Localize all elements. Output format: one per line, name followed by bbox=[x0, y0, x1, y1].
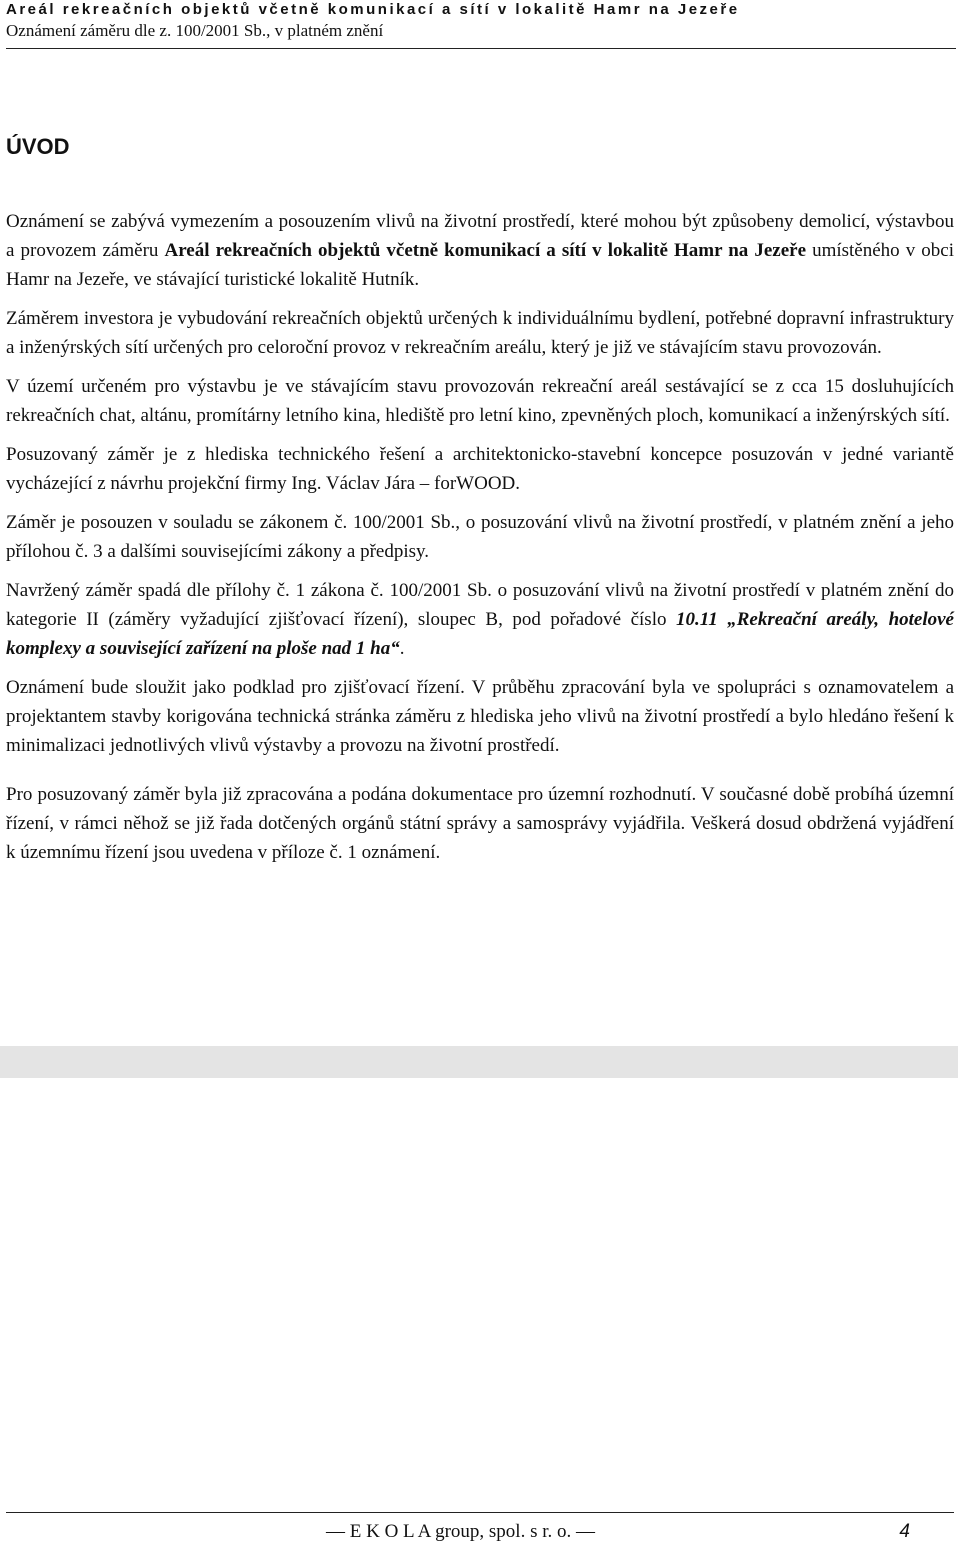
document-subtitle: Oznámení záměru dle z. 100/2001 Sb., v platném znění bbox=[6, 21, 384, 40]
document-title: Areál rekreačních objektů včetně komunikací a sítí v lokalitě Hamr na Jezeře bbox=[6, 1, 740, 18]
page-header bbox=[6, 0, 956, 49]
paragraph-7: Oznámení bude sloužit jako podklad pro zjišťovací řízení. V průběhu zpracování byla ve spolupráci s oznamovatelem a projektantem stavby korigována technická stránka záměru z hlediska jeho vlivů na životní prostředí a bylo hledáno řešení k minimalizaci jednotlivých vlivů výstavby a provozu na životní prostředí. bbox=[6, 677, 954, 756]
paragraph-4: Posuzovaný záměr je z hlediska technického řešení a architektonicko-stavební koncepce posuzován v jedné variantě vycházející z návrhu projekční firmy Ing. Václav Jára – forWOOD. bbox=[6, 444, 954, 494]
paragraph-6-text-a: Navržený záměr spadá dle přílohy č. 1 zákona č. 100/2001 Sb. o posuzování vlivů na životní prostředí v platném znění do kategorie II (záměry vyžadující zjišťovací řízení), sloupec B, pod pořadové číslo bbox=[6, 580, 954, 630]
paragraph-8: Pro posuzovaný záměr byla již zpracována a podána dokumentace pro územní rozhodnutí. V současné době probíhá územní řízení, v rámci něhož se již řada dotčených orgánů státní správy a samosprávy vyjádřila. Veškerá dosud obdržená vyjádření k územnímu řízení jsou uvedena v příloze č. 1 oznámení. bbox=[6, 784, 954, 863]
paragraph-3: V území určeném pro výstavbu je ve stávajícím stavu provozován rekreační areál sestávající se z cca 15 dosluhujících rekreačních chat, altánu, promítárny letního kina, hlediště pro letní kino, zpevněných ploch, komunikací a inženýrských sítí. bbox=[6, 376, 954, 426]
paragraph-1-text-a: Oznámení se zabývá vymezením a posouzením vlivů na životní prostředí, které mohou být způsobeny demolicí, výstavbou a provozem záměru bbox=[6, 211, 954, 261]
paragraph-6-text-b: . bbox=[399, 638, 405, 659]
section-title: ÚVOD bbox=[6, 134, 70, 159]
paragraph-1 bbox=[6, 207, 954, 294]
document-body bbox=[6, 207, 954, 877]
paragraph-2: Záměrem investora je vybudování rekreačních objektů určených k individuálnímu bydlení, potřebné dopravní infrastruktury a inženýrských sítí určených pro celoroční provoz v rekreačním areálu, který je již ve stávajícím stavu provozován. bbox=[6, 308, 954, 358]
page-number: 4 bbox=[899, 1521, 910, 1542]
project-name: Areál rekreačních objektů včetně komunikací a sítí v lokalitě Hamr na Jezeře bbox=[164, 240, 807, 261]
category-number: 10.11 „Rekreační areály, hotelové komplexy a související zařízení na ploše nad 1 ha“ bbox=[6, 609, 954, 659]
paragraph-5: Záměr je posouzen v souladu se zákonem č. 100/2001 Sb., o posuzování vlivů na životní prostředí, v platném znění a jeho přílohou č. 3 a dalšími souvisejícími zákony a předpisy. bbox=[6, 512, 954, 562]
page-footer bbox=[6, 1512, 954, 1542]
paragraph-1-text-b: umístěného v obci Hamr na Jezeře, ve stávající turistické lokalitě Hutník. bbox=[6, 240, 955, 290]
footer-company: — E K O L A group, spol. s r. o. — bbox=[326, 1521, 595, 1542]
paragraph-6 bbox=[6, 576, 954, 663]
grey-separator-bar bbox=[0, 1046, 958, 1078]
